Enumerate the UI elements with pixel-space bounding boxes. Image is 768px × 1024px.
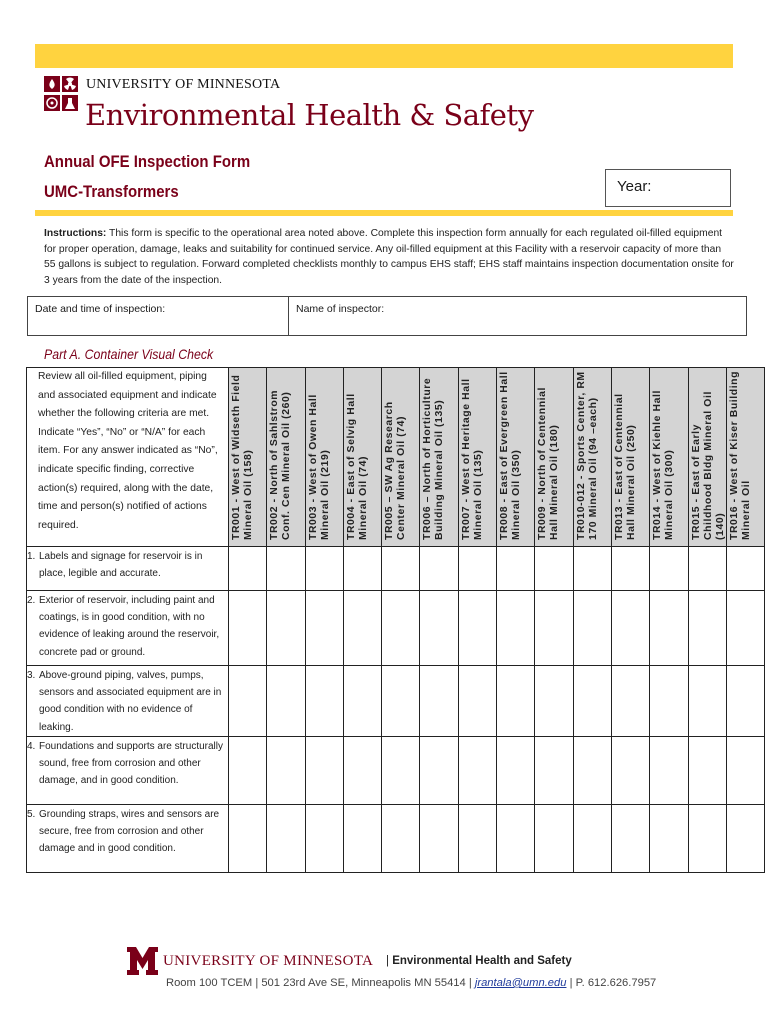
transformer-column-label: TR016 - West of Kiser Building Mineral Oil xyxy=(728,370,752,540)
footer-phone: | P. 612.626.7957 xyxy=(566,977,657,989)
criteria-text: Foundations and supports are structurally sound, free from corrosion and other damage, and in good condition. xyxy=(39,740,223,787)
criteria-cell xyxy=(27,547,229,591)
answer-cell[interactable] xyxy=(497,547,535,591)
criteria-cell xyxy=(27,666,229,737)
department-title: Environmental Health & Safety xyxy=(85,98,534,132)
transformer-column-label: TR013 - East of Centennial Hall Mineral Oil (250) xyxy=(613,393,637,540)
part-a-title: Part A. Container Visual Check xyxy=(44,346,214,362)
umn-m-logo xyxy=(127,947,158,975)
transformer-column-label: TR008 - East of Evergreen Hall Mineral Oil (350) xyxy=(499,371,523,540)
inspection-info-table xyxy=(27,296,747,336)
university-name: UNIVERSITY OF MINNESOTA xyxy=(86,77,281,92)
answer-cell[interactable] xyxy=(726,591,764,666)
answer-cell[interactable] xyxy=(420,736,458,804)
answer-cell[interactable] xyxy=(458,666,496,737)
answer-cell[interactable] xyxy=(267,591,305,666)
answer-cell[interactable] xyxy=(420,547,458,591)
answer-cell[interactable] xyxy=(229,591,267,666)
answer-cell[interactable] xyxy=(343,736,381,804)
answer-cell[interactable] xyxy=(573,736,611,804)
transformer-column-header xyxy=(497,368,535,547)
answer-cell[interactable] xyxy=(650,547,688,591)
criteria-number: 5. xyxy=(27,808,36,820)
transformer-column-header xyxy=(305,368,343,547)
answer-cell[interactable] xyxy=(688,666,726,737)
transformer-column-label: TR002 - North of Sahlstrom Conf. Cen Mineral Oil (260) xyxy=(269,389,293,540)
answer-cell[interactable] xyxy=(497,736,535,804)
transformer-column-header xyxy=(343,368,381,547)
answer-cell[interactable] xyxy=(382,736,420,804)
answer-cell[interactable] xyxy=(573,547,611,591)
answer-cell[interactable] xyxy=(726,547,764,591)
transformer-column-label: TR014 - West of Kiehle Hall Mineral Oil (300) xyxy=(652,390,676,540)
answer-cell[interactable] xyxy=(229,547,267,591)
answer-cell[interactable] xyxy=(535,736,573,804)
answer-cell[interactable] xyxy=(420,591,458,666)
footer-university: UNIVERSITY OF MINNESOTA xyxy=(163,953,374,969)
answer-cell[interactable] xyxy=(535,591,573,666)
ehs-hazard-icons xyxy=(44,76,80,138)
criteria-text: Above-ground piping, valves, pumps, sensors and associated equipment are in good condition with no evidence of leaking. xyxy=(39,670,222,733)
answer-cell[interactable] xyxy=(611,547,649,591)
answer-cell[interactable] xyxy=(650,666,688,737)
transformer-column-header xyxy=(420,368,458,547)
inspector-name-label: Name of inspector: xyxy=(296,303,385,315)
answer-cell[interactable] xyxy=(458,804,496,872)
answer-cell[interactable] xyxy=(726,804,764,872)
answer-cell[interactable] xyxy=(611,666,649,737)
criteria-row xyxy=(27,591,765,666)
criteria-cell xyxy=(27,736,229,804)
transformer-column-label: TR001 - West of Widseth Field Mineral Oil (158) xyxy=(231,374,254,540)
answer-cell[interactable] xyxy=(343,804,381,872)
answer-cell[interactable] xyxy=(497,666,535,737)
answer-cell[interactable] xyxy=(573,804,611,872)
criteria-number: 2. xyxy=(27,595,36,606)
answer-cell[interactable] xyxy=(267,804,305,872)
answer-cell[interactable] xyxy=(650,591,688,666)
answer-cell[interactable] xyxy=(305,591,343,666)
criteria-cell xyxy=(27,591,229,666)
answer-cell[interactable] xyxy=(382,666,420,737)
year-field[interactable] xyxy=(605,169,731,207)
criteria-row xyxy=(27,666,765,737)
transformer-column-header xyxy=(382,368,420,547)
transformer-column-label: TR015 - East of Early Childhood Bldg Mineral Oil (140) xyxy=(690,391,726,540)
transformer-column-label: TR005 – SW Ag Research Center Mineral Oil (74) xyxy=(384,401,408,540)
criteria-text: Grounding straps, wires and sensors are secure, free from corrosion and other damage and in good condition. xyxy=(39,808,220,855)
divider-gold-bar xyxy=(35,210,733,216)
transformer-column-header xyxy=(458,368,496,547)
answer-cell[interactable] xyxy=(343,547,381,591)
date-time-label: Date and time of inspection: xyxy=(35,303,166,315)
transformer-column-header xyxy=(726,368,764,547)
transformer-column-label: TR010-012 - Sports Center, RM 170 Mineral Oil (94 –each) xyxy=(575,371,599,540)
footer-separator: | xyxy=(386,955,393,967)
instructions-text: This form is specific to the operational area noted above. Complete this inspection form annually for each regulated oil-filled equipment for proper operation, damage, leaks and suitability for continued service. Any oil-filled equipment at this Facility with a reservoir capacity of more than 55 gallons is subject to regulation. Forward completed checklists monthly to campus EHS staff; EHS staff maintains inspection documentation onsite for 3 years from the date of the inspection. xyxy=(44,228,734,286)
transformer-column-header xyxy=(535,368,573,547)
transformer-column-header xyxy=(267,368,305,547)
answer-cell[interactable] xyxy=(573,666,611,737)
criteria-instructions-header: Review all oil-filled equipment, piping and associated equipment and indicate whether the following criteria are met. Indicate “Yes”, “No” or “N/A” for each item. For any answer indicated as “No”, indicate specific finding, corrective action(s) required, along with the date, time and person(s) notified of actions required. xyxy=(27,368,229,547)
answer-cell[interactable] xyxy=(726,736,764,804)
answer-cell[interactable] xyxy=(688,736,726,804)
answer-cell[interactable] xyxy=(267,666,305,737)
answer-cell[interactable] xyxy=(229,804,267,872)
answer-cell[interactable] xyxy=(229,666,267,737)
answer-cell[interactable] xyxy=(229,736,267,804)
answer-cell[interactable] xyxy=(573,591,611,666)
transformer-column-label: TR004 - East of Selvig Hall Mineral Oil (74) xyxy=(345,393,369,540)
criteria-row xyxy=(27,736,765,804)
answer-cell[interactable] xyxy=(458,547,496,591)
answer-cell[interactable] xyxy=(497,804,535,872)
answer-cell[interactable] xyxy=(726,666,764,737)
transformer-column-header xyxy=(229,368,267,547)
answer-cell[interactable] xyxy=(458,591,496,666)
answer-cell[interactable] xyxy=(611,736,649,804)
date-time-field[interactable] xyxy=(28,297,289,336)
transformer-column-label: TR006 – North of Horticulture Building Mineral Oil (135) xyxy=(422,377,446,540)
answer-cell[interactable] xyxy=(420,804,458,872)
answer-cell[interactable] xyxy=(535,804,573,872)
footer-department-name: Environmental Health and Safety xyxy=(392,955,572,967)
answer-cell[interactable] xyxy=(382,804,420,872)
answer-cell[interactable] xyxy=(343,591,381,666)
criteria-row xyxy=(27,804,765,872)
transformer-column-label: TR009 - North of Centennial Hall Mineral Oil (180) xyxy=(537,386,561,540)
answer-cell[interactable] xyxy=(688,591,726,666)
answer-cell[interactable] xyxy=(267,547,305,591)
footer-address xyxy=(166,977,656,989)
answer-cell[interactable] xyxy=(497,591,535,666)
answer-cell[interactable] xyxy=(535,547,573,591)
answer-cell[interactable] xyxy=(305,547,343,591)
answer-cell[interactable] xyxy=(382,591,420,666)
answer-cell[interactable] xyxy=(305,804,343,872)
instructions-paragraph xyxy=(44,226,734,288)
criteria-cell xyxy=(27,804,229,872)
transformer-column-header xyxy=(573,368,611,547)
answer-cell[interactable] xyxy=(305,736,343,804)
answer-cell[interactable] xyxy=(611,591,649,666)
answer-cell[interactable] xyxy=(267,736,305,804)
answer-cell[interactable] xyxy=(458,736,496,804)
answer-cell[interactable] xyxy=(305,666,343,737)
criteria-text: Exterior of reservoir, including paint and coatings, is in good condition, with no evidence of leaking around the reservoir, concrete pad or ground. xyxy=(39,595,220,658)
form-title: Annual OFE Inspection Form xyxy=(44,152,251,171)
form-subtitle: UMC-Transformers xyxy=(44,182,179,201)
top-gold-bar xyxy=(35,44,733,68)
transformer-column-header xyxy=(611,368,649,547)
answer-cell[interactable] xyxy=(688,547,726,591)
inspector-name-field[interactable] xyxy=(289,297,747,336)
criteria-number: 4. xyxy=(27,740,36,752)
answer-cell[interactable] xyxy=(382,547,420,591)
answer-cell[interactable] xyxy=(611,804,649,872)
visual-check-table xyxy=(26,367,765,873)
criteria-row xyxy=(27,547,765,591)
transformer-column-label: TR007 - West of Heritage Hall Mineral Oil (135) xyxy=(460,378,484,540)
criteria-number: 1. xyxy=(27,551,36,562)
answer-cell[interactable] xyxy=(650,804,688,872)
answer-cell[interactable] xyxy=(420,666,458,737)
transformer-column-label: TR003 - West of Owen Hall Mineral Oil (219) xyxy=(307,394,331,540)
answer-cell[interactable] xyxy=(343,666,381,737)
footer-department xyxy=(386,955,572,967)
year-label: Year: xyxy=(617,178,652,195)
footer-email-link[interactable]: jrantala@umn.edu xyxy=(474,977,567,989)
transformer-column-header xyxy=(650,368,688,547)
transformer-column-header xyxy=(688,368,726,547)
answer-cell[interactable] xyxy=(650,736,688,804)
answer-cell[interactable] xyxy=(535,666,573,737)
footer-address-text: Room 100 TCEM | 501 23rd Ave SE, Minneapolis MN 55414 | xyxy=(166,977,475,989)
criteria-text: Labels and signage for reservoir is in place, legible and accurate. xyxy=(39,551,203,580)
instructions-label: Instructions: xyxy=(44,228,107,239)
answer-cell[interactable] xyxy=(688,804,726,872)
criteria-number: 3. xyxy=(27,670,36,681)
